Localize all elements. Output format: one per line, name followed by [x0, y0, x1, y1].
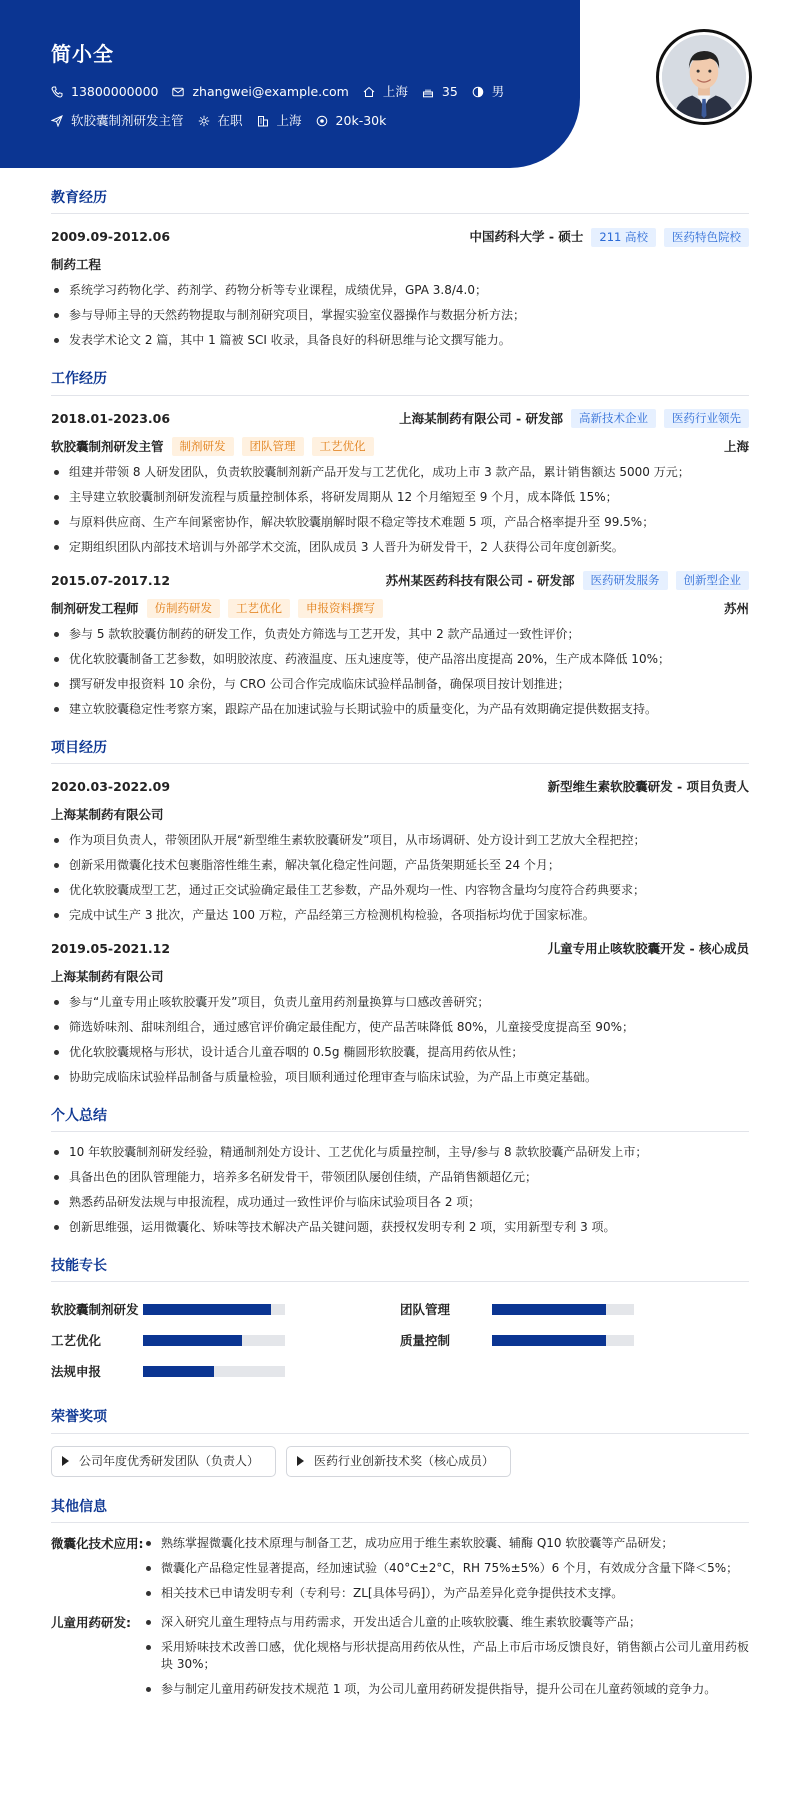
- location-text: 上海: [382, 84, 408, 99]
- candidate-name: 简小全: [51, 42, 114, 66]
- project-entry: [51, 776, 749, 924]
- education-bullets: [51, 282, 749, 349]
- skill-bar-fill: [143, 1366, 214, 1377]
- skill-item: [51, 1356, 400, 1387]
- list-item: 筛选娇味剂、甜味剂组合，通过感官评价确定最佳配方，使产品苦味降低 80%，儿童接受度提高至 90%；: [51, 1019, 749, 1036]
- other-title: 其他信息: [51, 1497, 749, 1523]
- list-item: 优化软胶囊成型工艺，通过正交试验确定最佳工艺参数，产品外观均一性、内容物含量均匀度符合药典要求；: [51, 882, 749, 899]
- award-item: [286, 1446, 511, 1477]
- resume-header: [0, 0, 580, 168]
- list-item: 协助完成临床试验样品制备与质量检验，项目顺利通过伦理审查与临床试验，为产品上市奠定基础。: [51, 1069, 749, 1086]
- list-item: 采用矫味技术改善口感，优化规格与形状提高用药依从性，产品上市后市场反馈良好，销售额占公司儿童用药板块 30%；: [143, 1639, 749, 1673]
- summary-section: [51, 1106, 749, 1236]
- phone-text: 13800000000: [71, 84, 159, 99]
- list-item: 微囊化产品稳定性显著提高，经加速试验（40°C±2°C，RH 75%±5%）6 个月，有效成分含量下降＜5%；: [143, 1560, 749, 1577]
- list-item: 与原料供应商、生产车间紧密协作，解决软胶囊崩解时限不稳定等技术难题 5 项，产品合格率提升至 99.5%；: [51, 514, 749, 531]
- status-item: [198, 112, 243, 130]
- skill-item: [51, 1325, 400, 1356]
- skills-title: 技能专长: [51, 1256, 749, 1282]
- gear-icon: [198, 115, 210, 127]
- skill-name: 软胶囊制剂研发: [51, 1301, 139, 1317]
- work-title: 工作经历: [51, 369, 749, 395]
- skill-tag: 团队管理: [242, 437, 304, 456]
- education-section: [51, 188, 749, 349]
- company-tag: 医药行业领先: [664, 409, 749, 428]
- building-icon: [257, 115, 269, 127]
- list-item: 发表学术论文 2 篇，其中 1 篇被 SCI 收录，具备良好的科研思维与论文撰写能力。: [51, 332, 749, 349]
- play-icon: [297, 1456, 304, 1466]
- skill-bar-fill: [492, 1335, 606, 1346]
- other-group: [51, 1614, 749, 1706]
- job-title-text: 软胶囊制剂研发主管: [71, 113, 184, 129]
- avatar-photo: [662, 35, 746, 119]
- project-entry: [51, 938, 749, 1086]
- project-org: 上海某制药有限公司: [51, 968, 164, 984]
- company-name: 上海某制药有限公司 - 研发部: [399, 410, 563, 426]
- list-item: 具备出色的团队管理能力，培养多名研发骨干，带领团队屡创佳绩，产品销售额超亿元；: [51, 1169, 749, 1186]
- project-bullets: [51, 832, 749, 924]
- list-item: 创新采用微囊化技术包裹脂溶性维生素，解决氧化稳定性问题，产品货架期延长至 24 个月；: [51, 857, 749, 874]
- skill-bar-fill: [492, 1304, 606, 1315]
- awards-title: 荣誉奖项: [51, 1407, 749, 1433]
- summary-bullets: [51, 1144, 749, 1236]
- awards-list: [51, 1446, 749, 1477]
- school-tag: 211 高校: [591, 228, 656, 247]
- age-item: [422, 83, 458, 101]
- list-item: 参与 5 款软胶囊仿制药的研发工作，负责处方筛选与工艺开发，其中 2 款产品通过一致性评价；: [51, 626, 749, 643]
- salary-text: 20k-30k: [335, 113, 387, 129]
- award-item: [51, 1446, 276, 1477]
- list-item: 10 年软胶囊制剂研发经验，精通制剂处方设计、工艺优化与质量控制，主导/参与 8 款软胶囊产品研发上市；: [51, 1144, 749, 1161]
- company-tag: 创新型企业: [676, 571, 750, 590]
- job-row: [51, 112, 580, 130]
- cake-icon: [422, 86, 434, 98]
- skills-list: [51, 1294, 749, 1387]
- list-item: 参与制定儿童用药研发技术规范 1 项，为公司儿童用药研发提供指导，提升公司在儿童药领域的竞争力。: [143, 1681, 749, 1698]
- skill-tag: 工艺优化: [312, 437, 374, 456]
- contact-row: [51, 83, 580, 101]
- other-section: [51, 1497, 749, 1706]
- work-city: 上海: [723, 438, 749, 454]
- location-item: [363, 83, 408, 101]
- phone-icon: [51, 86, 63, 98]
- other-label: 微囊化技术应用:: [51, 1536, 144, 1552]
- phone-item: [51, 83, 158, 101]
- list-item: 参与“儿童专用止咳软胶囊开发”项目，负责儿童用药剂量换算与口感改善研究；: [51, 994, 749, 1011]
- skill-name: 质量控制: [400, 1332, 451, 1348]
- projects-title: 项目经历: [51, 738, 749, 764]
- play-icon: [62, 1456, 69, 1466]
- avatar: [656, 29, 752, 125]
- project-bullets: [51, 994, 749, 1086]
- project-name-role: 新型维生素软胶囊研发 - 项目负责人: [547, 778, 749, 794]
- list-item: 主导建立软胶囊制剂研发流程与质量控制体系，将研发周期从 12 个月缩短至 9 个月，成本降低 15%；: [51, 489, 749, 506]
- other-label: 儿童用药研发:: [51, 1615, 131, 1631]
- work-entry: [51, 408, 749, 556]
- skill-item: [400, 1294, 749, 1325]
- list-item: 完成中试生产 3 批次，产量达 100 万粒，产品经第三方检测机构检验，各项指标均优于国家标准。: [51, 907, 749, 924]
- age-text: 35: [441, 84, 458, 99]
- company-name: 苏州某医药科技有限公司 - 研发部: [385, 572, 575, 588]
- other-bullets: [143, 1535, 749, 1610]
- list-item: 建立软胶囊稳定性考察方案，跟踪产品在加速试验与长期试验中的质量变化，为产品有效期确定提供数据支持。: [51, 701, 749, 718]
- work-bullets: [51, 464, 749, 556]
- skill-bar: [143, 1304, 285, 1315]
- skill-bar: [143, 1366, 285, 1377]
- skill-name: 工艺优化: [51, 1332, 102, 1348]
- list-item: 优化软胶囊规格与形状，设计适合儿童吞咽的 0.5g 椭圆形软胶囊，提高用药依从性；: [51, 1044, 749, 1061]
- project-period: 2019.05-2021.12: [51, 940, 171, 956]
- skill-bar-fill: [143, 1304, 271, 1315]
- mail-icon: [172, 86, 184, 98]
- award-text: 公司年度优秀研发团队（负责人）: [79, 1453, 260, 1468]
- list-item: 相关技术已申请发明专利（专利号：ZL[具体号码]），为产品差异化竞争提供技术支撑。: [143, 1585, 749, 1602]
- gender-icon: [472, 86, 484, 98]
- project-org: 上海某制药有限公司: [51, 806, 164, 822]
- summary-title: 个人总结: [51, 1106, 749, 1132]
- skills-section: [51, 1256, 749, 1387]
- skill-tag: 制剂研发: [172, 437, 234, 456]
- school-tag: 医药特色院校: [664, 228, 749, 247]
- skill-tag: 工艺优化: [228, 599, 290, 618]
- work-section: [51, 369, 749, 717]
- work-period: 2015.07-2017.12: [51, 572, 171, 588]
- position-name: 软胶囊制剂研发主管: [51, 438, 164, 454]
- list-item: 作为项目负责人，带领团队开展“新型维生素软胶囊研发”项目，从市场调研、处方设计到工艺放大全程把控；: [51, 832, 749, 849]
- list-item: 撰写研发申报资料 10 余份，与 CRO 公司合作完成临床试验样品制备，确保项目按计划推进；: [51, 676, 749, 693]
- skill-tag: 仿制药研发: [147, 599, 221, 618]
- skill-bar: [492, 1335, 634, 1346]
- skill-bar: [492, 1304, 634, 1315]
- email-item: [172, 83, 348, 101]
- list-item: 系统学习药物化学、药剂学、药物分析等专业课程，成绩优异，GPA 3.8/4.0；: [51, 282, 749, 299]
- major-name: 制药工程: [51, 257, 102, 273]
- skill-item: [51, 1294, 400, 1325]
- projects-section: [51, 738, 749, 1086]
- skill-name: 团队管理: [400, 1301, 451, 1317]
- list-item: 参与导师主导的天然药物提取与制剂研究项目，掌握实验室仪器操作与数据分析方法；: [51, 307, 749, 324]
- school-name: 中国药科大学 - 硕士: [469, 229, 584, 245]
- job-title-item: [51, 112, 184, 130]
- list-item: 熟练掌握微囊化技术原理与制备工艺，成功应用于维生素软胶囊、辅酶 Q10 软胶囊等产品研发；: [143, 1535, 749, 1552]
- skill-bar: [143, 1335, 285, 1346]
- education-title: 教育经历: [51, 188, 749, 214]
- skill-tag: 申报资料撰写: [298, 599, 383, 618]
- other-group: [51, 1535, 749, 1610]
- list-item: 深入研究儿童生理特点与用药需求，开发出适合儿童的止咳软胶囊、维生素软胶囊等产品；: [143, 1614, 749, 1631]
- list-item: 组建并带领 8 人研发团队，负责软胶囊制剂新产品开发与工艺优化，成功上市 3 款产品，累计销售额达 5000 万元；: [51, 464, 749, 481]
- project-name-role: 儿童专用止咳软胶囊开发 - 核心成员: [547, 940, 749, 956]
- gender-text: 男: [491, 84, 505, 99]
- skill-name: 法规申报: [51, 1363, 102, 1379]
- work-entry: [51, 570, 749, 718]
- work-period: 2018.01-2023.06: [51, 410, 171, 426]
- send-icon: [51, 115, 63, 127]
- skill-item: [400, 1325, 749, 1356]
- salary-item: [316, 112, 387, 130]
- skill-bar-fill: [143, 1335, 242, 1346]
- award-text: 医药行业创新技术奖（核心成员）: [314, 1453, 495, 1468]
- education-entry: [51, 226, 749, 349]
- work-bullets: [51, 626, 749, 718]
- work-city-item: [257, 112, 302, 130]
- work-city: 苏州: [723, 600, 749, 616]
- list-item: 熟悉药品研发法规与申报流程，成功通过一致性评价与临床试验项目各 2 项；: [51, 1194, 749, 1211]
- other-bullets: [143, 1614, 749, 1706]
- email-text: zhangwei@example.com: [192, 84, 349, 99]
- list-item: 创新思维强，运用微囊化、矫味等技术解决产品关键问题，获授权发明专利 2 项，实用新型专利 3 项。: [51, 1219, 749, 1236]
- education-period: 2009.09-2012.06: [51, 229, 171, 245]
- status-text: 在职: [217, 113, 243, 129]
- position-name: 制剂研发工程师: [51, 600, 139, 616]
- awards-section: [51, 1407, 749, 1477]
- gender-item: [472, 83, 505, 101]
- home-icon: [363, 86, 375, 98]
- list-item: 优化软胶囊制备工艺参数，如明胶浓度、药液温度、压丸速度等，使产品溶出度提高 20%，生产成本降低 10%；: [51, 651, 749, 668]
- work-city-text: 上海: [276, 113, 302, 129]
- coin-icon: [316, 115, 328, 127]
- company-tag: 高新技术企业: [571, 409, 656, 428]
- company-tag: 医药研发服务: [583, 571, 668, 590]
- list-item: 定期组织团队内部技术培训与外部学术交流，团队成员 3 人晋升为研发骨干，2 人获得公司年度创新奖。: [51, 539, 749, 556]
- project-period: 2020.03-2022.09: [51, 778, 171, 794]
